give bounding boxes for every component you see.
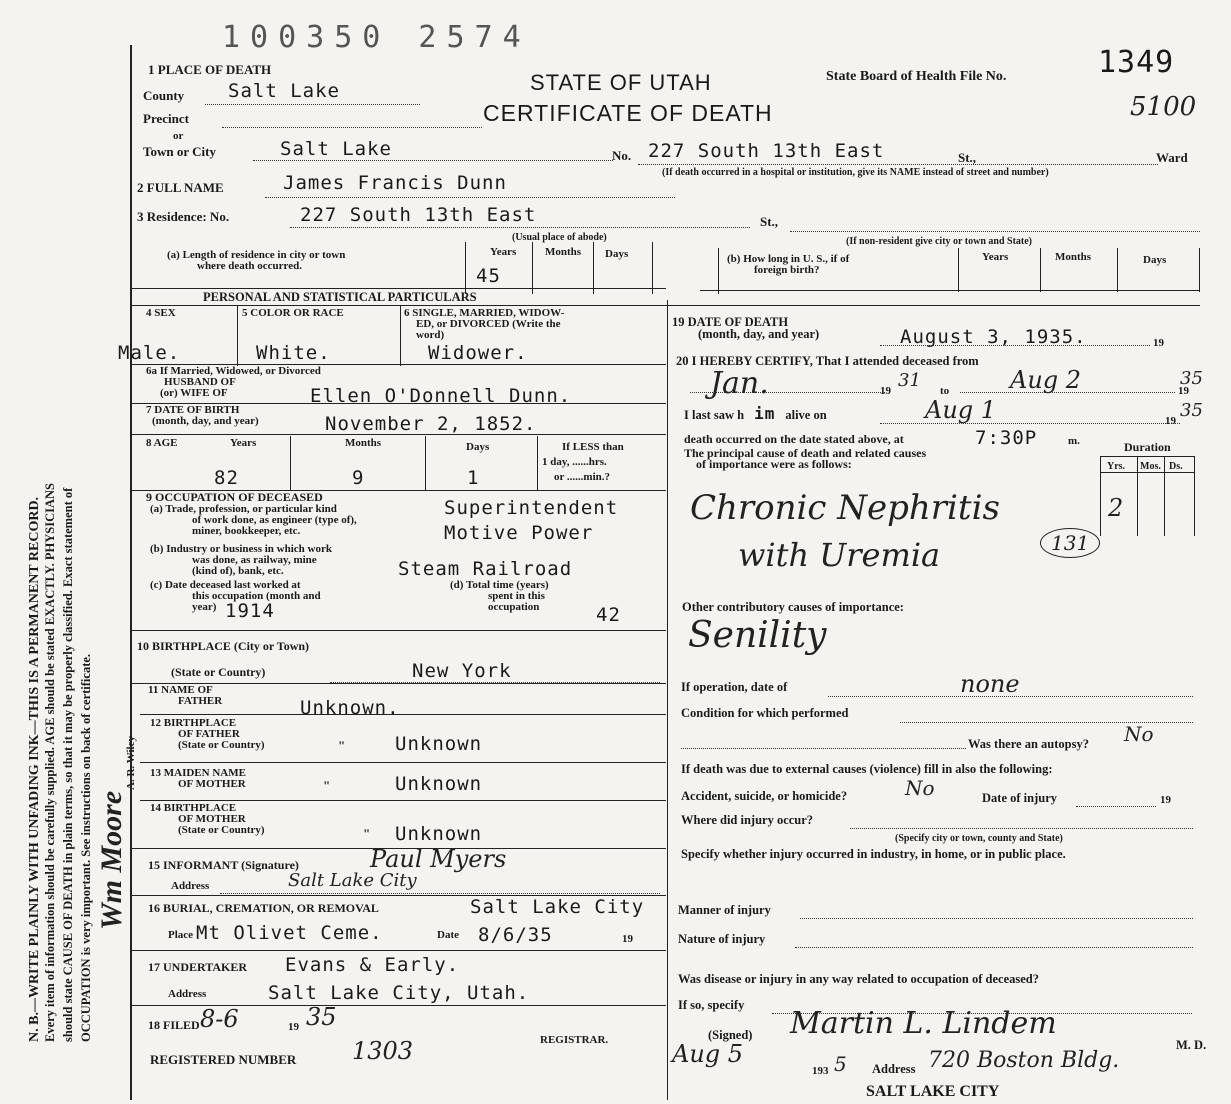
nonresident-note: (If non-resident give city or town and State) — [846, 236, 1033, 247]
residence-value: 227 South 13th East — [300, 204, 537, 226]
instruction-line-1: N. B.—WRITE PLAINLY WITH UNFADING INK—THIS IS A PERMANENT RECORD. — [27, 496, 42, 1042]
dob-value: November 2, 1852. — [325, 413, 537, 435]
filed-label: 18 FILED — [148, 1018, 200, 1032]
total-time-value: 42 — [596, 604, 621, 626]
injury-year: 19 — [1160, 794, 1171, 806]
burial-date-value: 8/6/35 — [478, 924, 553, 946]
undertaker-address-value: Salt Lake City, Utah. — [268, 982, 530, 1004]
filed-year-prefix: 19 — [288, 1021, 299, 1033]
precinct-label: Precinct — [143, 111, 189, 126]
last-saw-date: Aug 1 — [925, 396, 997, 424]
personal-heading: PERSONAL AND STATISTICAL PARTICULARS — [203, 290, 477, 304]
foreign-birth-label: (b) How long in U. S., if of foreign birth? — [727, 253, 850, 276]
county-label: County — [143, 88, 185, 103]
street-no-label: No. — [612, 148, 632, 163]
spouse-label: 6a If Married, Widowed, or Divorced HUSBAND OF (or) WIFE OF — [146, 365, 321, 399]
duration-ds: Ds. — [1169, 461, 1183, 472]
burial-label: 16 BURIAL, CREMATION, OR REMOVAL — [148, 901, 379, 915]
last-saw-year: 35 — [1180, 400, 1203, 421]
specify-note: (Specify city or town, county and State) — [895, 833, 1063, 844]
occupation-c-label: (c) Date deceased last worked at this occupation (month and year) — [150, 579, 321, 613]
file-number-hand: 5100 — [1130, 92, 1197, 122]
occupation-a-label: (a) Trade, profession, or particular kind of work done, as engineer (type of), miner, bookkeeper, etc. — [150, 503, 357, 537]
dob-label: 7 DATE OF BIRTH (month, day, and year) — [146, 404, 259, 427]
county-value: Salt Lake — [228, 80, 340, 102]
color-value: White. — [256, 342, 331, 364]
age-days-label: Days — [466, 441, 490, 453]
injury-date-label: Date of injury — [982, 791, 1057, 805]
informant-signature: Paul Myers — [370, 845, 507, 873]
usual-abode-note: (Usual place of abode) — [512, 232, 607, 243]
date-of-death-value: August 3, 1935. — [900, 326, 1087, 348]
mother-birthplace-value: Unknown — [395, 823, 483, 845]
file-number: 1349 — [1098, 45, 1175, 80]
date-of-death-label: 19 DATE OF DEATH (month, day, and year) — [672, 315, 820, 341]
instruction-line-3: should state CAUSE OF DEATH in plain terms, so that it may be properly classified. Exact statement of — [61, 487, 75, 1042]
principal-cause-label: The principal cause of death and related causes of importance were as follows: — [684, 446, 927, 471]
operation-value: none — [960, 670, 1020, 698]
age-days: 1 — [467, 467, 480, 489]
occupation-label: 9 OCCUPATION OF DECEASED — [146, 490, 323, 504]
sex-label: 4 SEX — [146, 307, 176, 319]
last-saw-label: I last saw h im alive on — [684, 404, 827, 423]
state-title: STATE OF UTAH — [530, 70, 712, 95]
birthplace-value: New York — [412, 660, 512, 682]
undertaker-value: Evans & Early. — [285, 954, 460, 976]
m-label: m. — [1068, 435, 1080, 447]
undertaker-label: 17 UNDERTAKER — [148, 960, 248, 974]
attend-to-label: to — [940, 385, 950, 397]
cause-duration: 2 — [1108, 494, 1124, 522]
last-worked-value: 1914 — [225, 600, 275, 622]
contributory-label: Other contributory causes of importance: — [682, 600, 904, 614]
foreign-years-header: Years — [982, 251, 1009, 263]
age-years: 82 — [214, 467, 239, 489]
certify-label: 20 I HEREBY CERTIFY, That I attended deceased from — [676, 354, 979, 368]
color-label: 5 COLOR OR RACE — [242, 307, 344, 319]
age-years-label: Years — [230, 437, 257, 449]
physician-signature: Martin L. Lindem — [790, 1006, 1057, 1041]
hospital-note: (If death occurred in a hospital or institution, give its NAME instead of street and number) — [662, 167, 1049, 178]
occupation-value-2: Motive Power — [444, 522, 594, 544]
days-header: Days — [605, 248, 629, 260]
sign-year-prefix: 193 — [812, 1065, 829, 1077]
attend-year-prefix-2: 19 — [1178, 385, 1189, 397]
physician-address: 720 Boston Bldg. — [928, 1048, 1120, 1073]
age-months-label: Months — [345, 437, 382, 449]
injury-where-label: Where did injury occur? — [681, 813, 814, 827]
instruction-line-2: Every item of information should be carefully supplied. AGE should be stated EXACTLY. PHYSICIANS — [43, 483, 57, 1042]
attend-from: Jan. — [710, 366, 769, 401]
margin-signature-2: A. R. Wiley — [125, 736, 137, 790]
mother-birthplace-label: 14 BIRTHPLACE OF MOTHER (State or Country) — [150, 802, 265, 836]
full-name-label: 2 FULL NAME — [137, 180, 224, 195]
residence-st-label: St., — [760, 214, 779, 229]
mother-ditto: " — [323, 778, 331, 793]
duration-mos: Mos. — [1140, 461, 1161, 472]
md-label: M. D. — [1176, 1038, 1207, 1052]
burial-year-suffix: 19 — [622, 933, 633, 945]
cause-line-1: Chronic Nephritis — [690, 488, 1000, 528]
operation-label: If operation, date of — [681, 680, 788, 694]
occurred-label: death occurred on the date stated above, at — [684, 432, 904, 446]
attend-to: Aug 2 — [1010, 366, 1082, 394]
registered-number: 1303 — [352, 1037, 414, 1065]
father-label: 11 NAME OF FATHER — [148, 684, 223, 707]
condition-label: Condition for which performed — [681, 706, 849, 720]
sign-date: Aug 5 — [672, 1040, 744, 1068]
duration-yrs: Yrs. — [1107, 461, 1126, 472]
full-name-value: James Francis Dunn — [283, 172, 507, 194]
industry-value: Steam Railroad — [398, 558, 573, 580]
cause-line-2: with Uremia — [738, 536, 941, 574]
birthplace-label: 10 BIRTHPLACE (City or Town) (State or Country) — [137, 639, 310, 679]
physician-address-label: Address — [872, 1062, 916, 1076]
last-saw-year-prefix: 19 — [1165, 415, 1176, 427]
less-than-label: If LESS than 1 day, ......hrs. or ......min.? — [542, 441, 624, 483]
burial-value: Salt Lake City — [470, 896, 645, 918]
instruction-line-4: OCCUPATION is very important. See instructions on back of certificate. — [79, 653, 93, 1042]
town-value: Salt Lake — [280, 138, 392, 160]
ward-label: Ward — [1156, 150, 1188, 165]
filed-value: 8-6 — [200, 1005, 239, 1033]
father-birthplace-value: Unknown — [395, 733, 483, 755]
occupation-b-label: (b) Industry or business in which work was done, as railway, mine (kind of), bank, etc. — [150, 543, 332, 577]
informant-address-label: Address — [171, 880, 210, 892]
age-months: 9 — [352, 467, 365, 489]
undertaker-address-label: Address — [168, 988, 207, 1000]
accident-value: No — [905, 776, 935, 800]
burial-date-label: Date — [437, 929, 459, 941]
town-label: Town or City — [143, 144, 216, 159]
ifso-label: If so, specify — [678, 998, 745, 1012]
mother-label: 13 MAIDEN NAME OF MOTHER — [150, 767, 246, 790]
filed-year: 35 — [306, 1003, 337, 1031]
attend-year-prefix-1: 19 — [880, 385, 891, 397]
sex-value: Male. — [118, 342, 181, 364]
place-of-death-label: 1 PLACE OF DEATH — [148, 62, 272, 77]
registrar-label: REGISTRAR. — [540, 1034, 609, 1046]
burial-place-value: Mt Olivet Ceme. — [196, 922, 383, 944]
age-label: 8 AGE — [146, 437, 178, 449]
specify-industry-label: Specify whether injury occurred in industry, in home, or in public place. — [681, 847, 1066, 861]
physician-city: SALT LAKE CITY — [866, 1083, 1000, 1100]
cause-code: 131 — [1040, 528, 1100, 558]
attend-year-2: 35 — [1180, 368, 1203, 389]
mother-value: Unknown — [395, 773, 483, 795]
autopsy-value: No — [1124, 722, 1154, 746]
street-no-value: 227 South 13th East — [648, 140, 885, 162]
manner-label: Manner of injury — [678, 903, 771, 917]
certificate-title: CERTIFICATE OF DEATH — [483, 100, 773, 126]
nature-label: Nature of injury — [678, 932, 766, 946]
signed-label: (Signed) — [708, 1028, 753, 1042]
autopsy-label: Was there an autopsy? — [968, 737, 1089, 751]
registered-number-label: REGISTERED NUMBER — [150, 1052, 297, 1067]
death-year-suffix: 19 — [1153, 337, 1164, 349]
spouse-value: Ellen O'Donnell Dunn. — [310, 385, 572, 407]
occupation-value-1: Superintendent — [444, 497, 619, 519]
marital-value: Widower. — [428, 342, 528, 364]
occurred-time: 7:30P — [975, 427, 1038, 449]
related-label: Was disease or injury in any way related to occupation of deceased? — [678, 972, 1039, 986]
father-value: Unknown. — [300, 697, 400, 719]
sign-year: 5 — [834, 1052, 847, 1076]
informant-label: 15 INFORMANT (Signature) — [148, 858, 299, 872]
residence-years: 45 — [476, 265, 501, 287]
father-birthplace-label: 12 BIRTHPLACE OF FATHER (State or Country) — [150, 717, 265, 751]
occupation-d-label: (d) Total time (years) spent in this occupation — [450, 579, 549, 613]
attend-year-1: 31 — [898, 370, 921, 391]
informant-address: Salt Lake City — [288, 870, 417, 891]
foreign-months-header: Months — [1055, 251, 1092, 263]
margin-signature: Wm Moore — [95, 790, 128, 930]
father-birthplace-ditto: " — [338, 738, 346, 753]
street-st-label: St., — [958, 150, 977, 165]
residence-label: 3 Residence: No. — [137, 209, 230, 224]
or-label: or — [173, 130, 184, 142]
marital-label: 6 SINGLE, MARRIED, WIDOW- ED, or DIVORCED (Write the word) — [404, 307, 565, 341]
years-header: Years — [490, 246, 517, 258]
mother-birthplace-ditto: " — [363, 826, 371, 841]
length-residence-label: (a) Length of residence in city or town where death occurred. — [167, 249, 346, 272]
duration-label: Duration — [1124, 440, 1171, 454]
accident-label: Accident, suicide, or homicide? — [681, 789, 848, 803]
file-number-label: State Board of Health File No. — [826, 69, 1007, 84]
external-causes-label: If death was due to external causes (violence) fill in also the following: — [681, 762, 1053, 776]
foreign-days-header: Days — [1143, 254, 1167, 266]
serial-number: 100350 2574 — [222, 20, 531, 55]
contributory-value: Senility — [688, 615, 827, 656]
burial-place-label: Place — [168, 929, 194, 941]
months-header: Months — [545, 246, 582, 258]
